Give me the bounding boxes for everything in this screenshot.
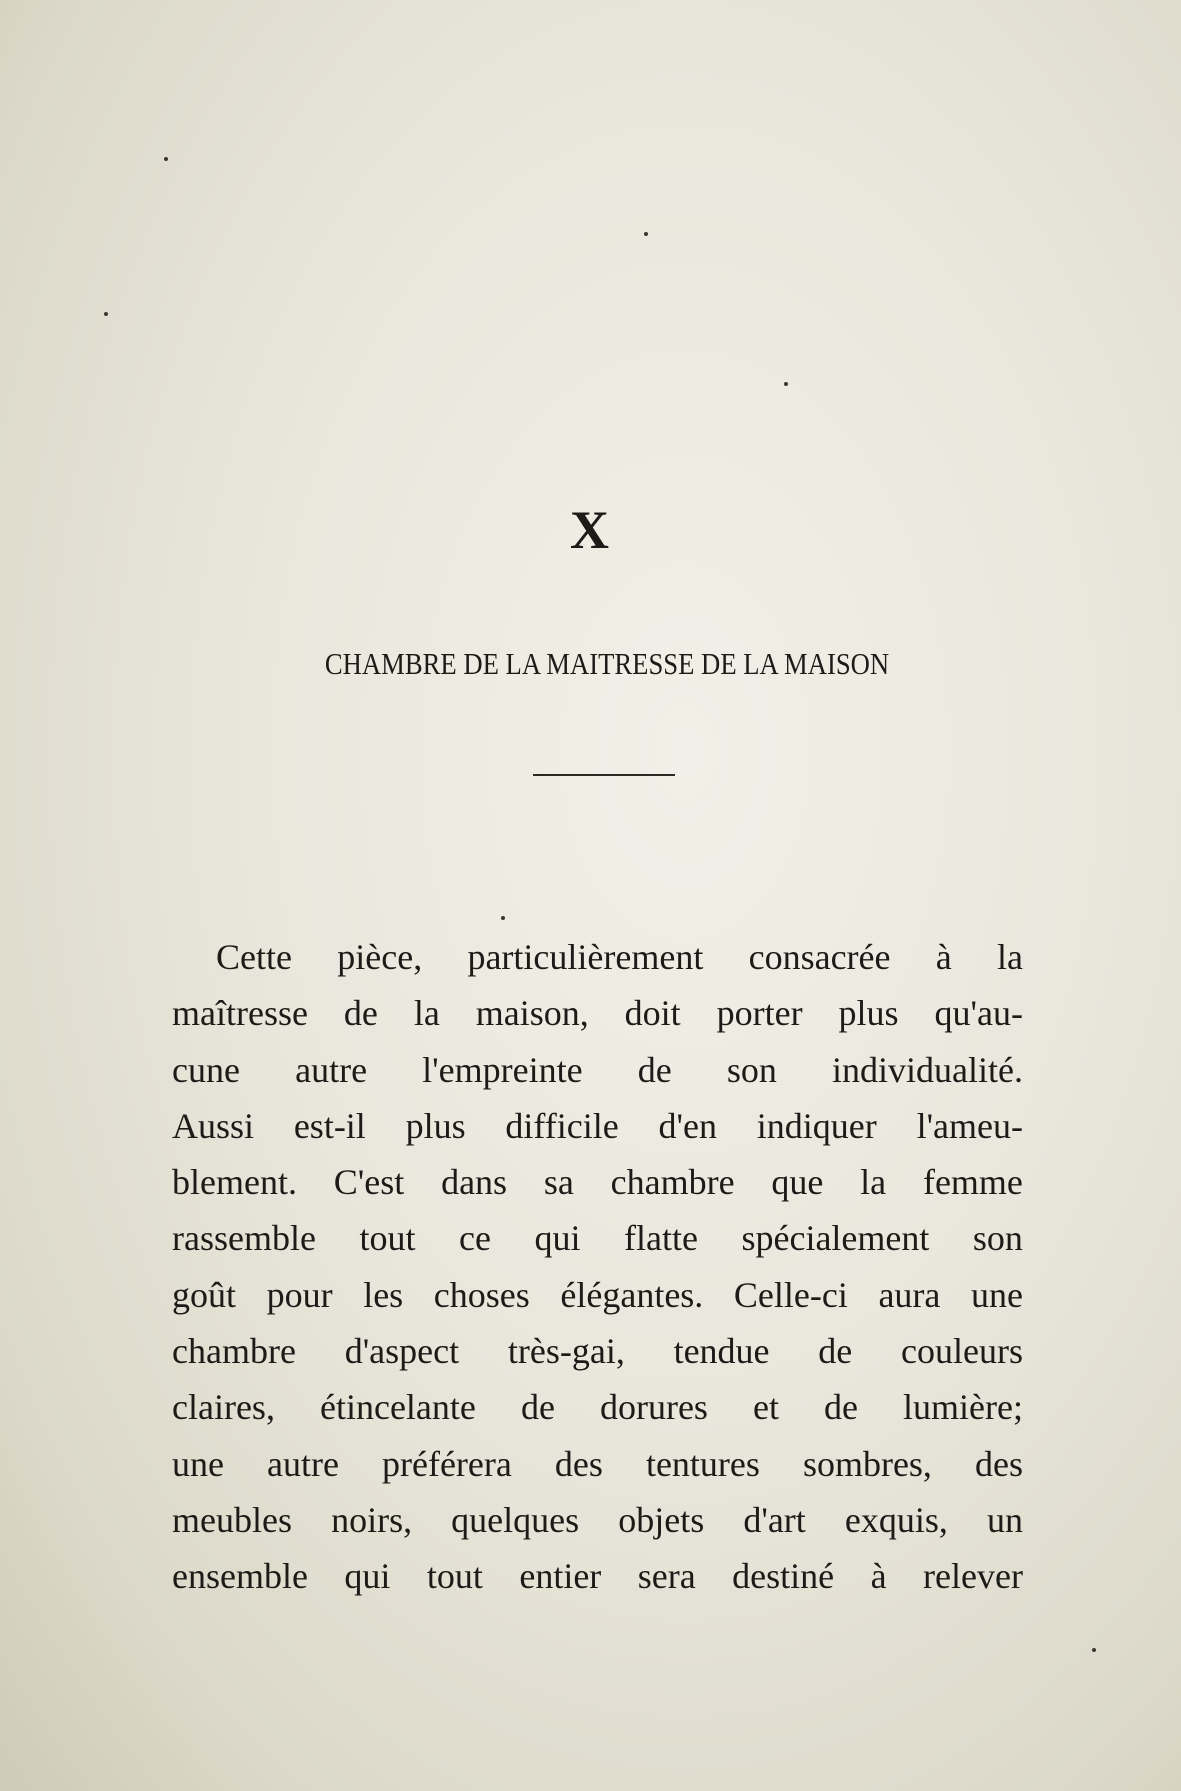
chapter-title: CHAMBRE DE LA MAITRESSE DE LA MAISON: [324, 646, 890, 681]
ink-speck: [1092, 1648, 1096, 1652]
word: Aussi: [172, 1105, 255, 1146]
word: la: [413, 993, 440, 1034]
paragraph-line: [172, 985, 1023, 1041]
word: un: [986, 1499, 1023, 1540]
paragraph-line: [172, 1492, 1023, 1548]
word: l'empreinte: [422, 1049, 583, 1090]
word: difficile: [505, 1105, 619, 1146]
word: qui: [534, 1218, 581, 1259]
word: exquis,: [844, 1499, 948, 1540]
word: dans: [441, 1162, 508, 1203]
ink-speck: [501, 916, 505, 920]
word: élégantes.: [560, 1274, 704, 1315]
word: chambre: [172, 1331, 296, 1372]
word: maîtresse: [172, 993, 308, 1034]
word: préférera: [382, 1443, 512, 1484]
word: indiquer: [756, 1105, 877, 1146]
word: qu'au-: [934, 993, 1023, 1034]
word: flatte: [624, 1218, 698, 1259]
word: l'ameu-: [916, 1105, 1023, 1146]
paragraph-line: [172, 1267, 1023, 1323]
word: des: [974, 1443, 1023, 1484]
word: particulièrement: [467, 937, 704, 977]
word: de: [637, 1049, 672, 1090]
chapter-paragraph: [172, 929, 1023, 1605]
word: pièce,: [337, 937, 423, 977]
word: rassemble: [172, 1218, 316, 1259]
word: son: [726, 1049, 777, 1090]
paragraph-line: [172, 1323, 1023, 1379]
word: d'en: [658, 1105, 717, 1146]
word: autre: [267, 1443, 339, 1484]
word: les: [363, 1274, 404, 1315]
paragraph-line: [172, 1154, 1023, 1210]
word: individualité.: [831, 1049, 1023, 1090]
word: sa: [543, 1162, 574, 1203]
word: ensemble: [172, 1556, 308, 1597]
ink-speck: [784, 382, 788, 386]
paragraph-line: [172, 1548, 1023, 1604]
word: doit: [624, 993, 681, 1034]
word: tout: [359, 1218, 416, 1259]
word: est-il: [293, 1105, 366, 1146]
paragraph-line: [172, 1436, 1023, 1492]
word: étincelante: [319, 1387, 476, 1428]
word: à: [935, 937, 952, 977]
word: objets: [618, 1499, 705, 1540]
word: porter: [716, 993, 803, 1034]
paragraph-line: [172, 929, 1023, 985]
paragraph-line: [172, 1379, 1023, 1435]
word: claires,: [172, 1387, 275, 1428]
word: une: [971, 1274, 1023, 1315]
word: maison,: [475, 993, 589, 1034]
word: une: [172, 1443, 224, 1484]
paragraph-line: [172, 1042, 1023, 1098]
word: la: [860, 1162, 887, 1203]
word: d'aspect: [344, 1331, 460, 1372]
word: tout: [426, 1556, 483, 1597]
word: autre: [295, 1049, 368, 1090]
word: couleurs: [901, 1331, 1023, 1372]
word: relever: [923, 1556, 1023, 1597]
word: plus: [405, 1105, 466, 1146]
word: de: [343, 993, 378, 1034]
word: à: [870, 1556, 887, 1597]
word: sera: [637, 1556, 696, 1597]
word: chambre: [610, 1162, 735, 1203]
word: ce: [459, 1218, 491, 1259]
word: meubles: [172, 1499, 292, 1540]
word: entier: [519, 1556, 602, 1597]
paragraph-line: [172, 1098, 1023, 1154]
word: blement.: [172, 1162, 297, 1203]
word: cune: [172, 1049, 240, 1090]
word: aura: [878, 1274, 941, 1315]
word: et: [752, 1387, 779, 1428]
word: femme: [922, 1162, 1023, 1203]
title-rule: [533, 774, 675, 776]
word: de: [818, 1331, 853, 1372]
word: C'est: [333, 1162, 405, 1203]
word: spécialement: [741, 1218, 930, 1259]
word: d'art: [743, 1499, 806, 1540]
word: sombres,: [802, 1443, 932, 1484]
word: tendue: [673, 1331, 770, 1372]
chapter-number: X: [570, 500, 611, 560]
word: pour: [266, 1274, 333, 1315]
word: la: [997, 937, 1023, 977]
word: quelques: [451, 1499, 580, 1540]
word: tentures: [645, 1443, 760, 1484]
word: noirs,: [331, 1499, 413, 1540]
word: destiné: [732, 1556, 835, 1597]
word: plus: [838, 993, 899, 1034]
word: lumière;: [903, 1387, 1023, 1428]
word: des: [554, 1443, 603, 1484]
word: goût: [172, 1274, 237, 1315]
word: dorures: [599, 1387, 708, 1428]
ink-speck: [644, 232, 648, 236]
word: qui: [344, 1556, 391, 1597]
word: que: [771, 1162, 824, 1203]
word: de: [824, 1387, 858, 1428]
word: consacrée: [748, 937, 891, 977]
ink-speck: [104, 312, 108, 316]
ink-speck: [164, 157, 168, 161]
word: de: [520, 1387, 555, 1428]
word: choses: [433, 1274, 530, 1315]
word: son: [972, 1218, 1023, 1259]
word: Celle-ci: [733, 1274, 848, 1315]
word: très-gai,: [507, 1331, 625, 1372]
paragraph-line: [172, 1210, 1023, 1266]
word: Cette: [216, 937, 292, 977]
